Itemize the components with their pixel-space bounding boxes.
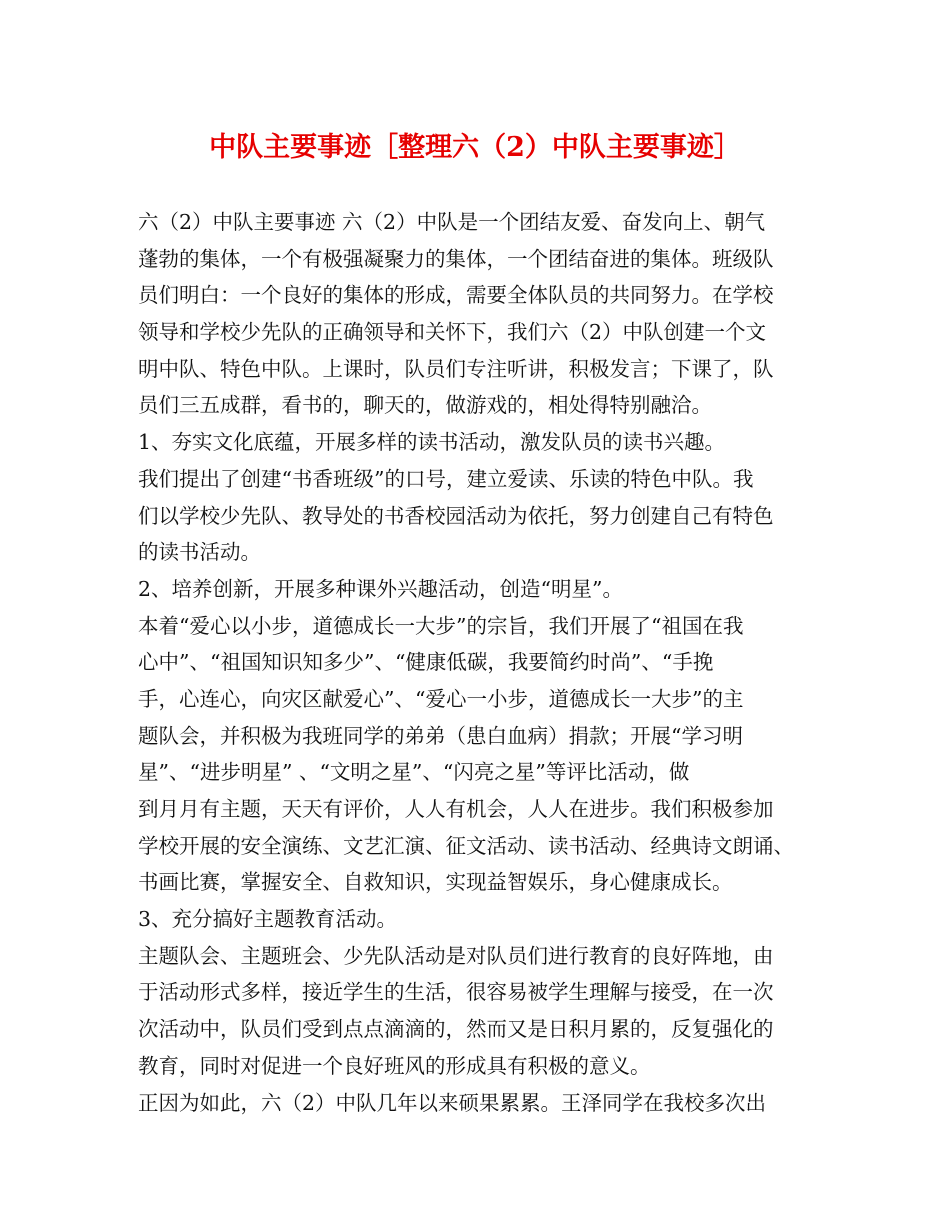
document-body: [138, 204, 828, 1121]
paragraph-line: 到月月有主题，天天有评价，人人有机会，人人在进步。我们积极参加: [138, 797, 774, 821]
paragraph-line: 学校开展的安全演练、文艺汇演、征文活动、读书活动、经典诗文朗诵、: [138, 833, 794, 858]
paragraph-line: 们以学校少先队、教导处的书香校园活动为依托，努力创建自己有特色: [138, 503, 774, 528]
paragraph-line: 员们明白：一个良好的集体的形成，需要全体队员的共同努力。在学校: [138, 283, 774, 308]
paragraph-line: 次活动中，队员们受到点点滴滴的，然而又是日积月累的，反复强化的: [138, 1017, 774, 1042]
paragraph-line: 明中队、特色中队。上课时，队员们专注听讲，积极发言；下课了，队: [138, 356, 774, 381]
paragraph-line: 星”、“进步明星” 、“文明之星”、“闪亮之星”等评比活动，做: [138, 760, 690, 785]
paragraph-line: 1、夯实文化底蕴，开展多样的读书活动，激发队员的读书兴趣。: [138, 430, 726, 455]
paragraph-line: 教育，同时对促进一个良好班风的形成具有积极的意义。: [138, 1053, 651, 1078]
paragraph-line: 题队会，并积极为我班同学的弟弟（患白血病）捐款；开展“学习明: [138, 723, 743, 748]
paragraph-line: 主题队会、主题班会、少先队活动是对队员们进行教育的良好阵地，由: [138, 943, 774, 968]
paragraph-line: 于活动形式多样，接近学生的生活，很容易被学生理解与接受，在一次: [138, 980, 774, 1005]
paragraph-line: 员们三五成群，看书的，聊天的，做游戏的，相处得特别融洽。: [138, 393, 712, 418]
paragraph-line: 手，心连心，向灾区献爱心”、“爱心一小步，道德成长一大步”的主: [138, 686, 744, 711]
paragraph-line: 蓬勃的集体，一个有极强凝聚力的集体，一个团结奋进的集体。班级队: [138, 246, 774, 271]
document-title: 中队主要事迹［整理六（2）中队主要事迹］: [209, 132, 741, 163]
paragraph-line: 的读书活动。: [138, 540, 261, 565]
paragraph-line: 我们提出了创建“书香班级”的口号，建立爱读、乐读的特色中队。我: [138, 466, 754, 491]
paragraph-line: 书画比赛，掌握安全、自救知识，实现益智娱乐，身心健康成长。: [138, 870, 733, 895]
paragraph-line: 心中”、“祖国知识知多少”、“健康低碳，我要简约时尚”、“手挽: [138, 650, 714, 675]
paragraph-line: 正因为如此，六（2）中队几年以来硕果累累。王泽同学在我校多次出: [138, 1090, 767, 1115]
paragraph-line: 六（2）中队主要事迹 六（2）中队是一个团结友爱、奋发向上、朝气: [138, 210, 766, 234]
paragraph-line: 本着“爱心以小步，道德成长一大步”的宗旨，我们开展了“祖国在我: [138, 613, 744, 638]
paragraph-line: 领导和学校少先队的正确领导和关怀下，我们六（2）中队创建一个文: [138, 320, 767, 345]
paragraph-line: 2、培养创新，开展多种课外兴趣活动，创造“明星”。: [138, 576, 624, 601]
paragraph-line: 3、充分搞好主题教育活动。: [138, 907, 398, 932]
